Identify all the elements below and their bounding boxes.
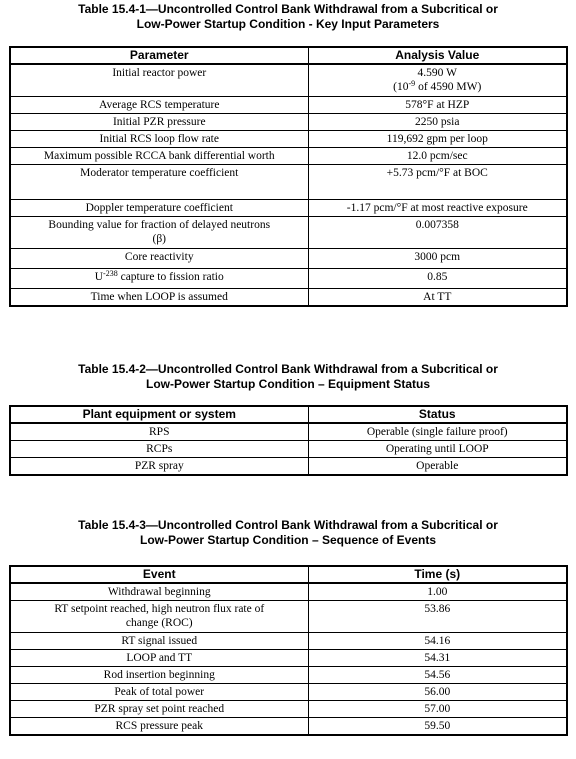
table2-equipment-cell: PZR spray — [10, 458, 308, 476]
table-row — [10, 458, 567, 476]
table-row — [10, 650, 567, 667]
table1-param-cell — [10, 268, 308, 288]
table1-value-cell: 119,692 gpm per loop — [308, 130, 567, 147]
table-row — [10, 667, 567, 684]
table3-event-cell: Withdrawal beginning — [10, 583, 308, 601]
table3-time-cell: 54.31 — [308, 650, 567, 667]
table1-param-cell: Core reactivity — [10, 248, 308, 268]
table1-value-cell: At TT — [308, 288, 567, 306]
table-row — [10, 583, 567, 601]
table1-param-cell: Doppler temperature coefficient — [10, 199, 308, 216]
table1-value-cell: 578°F at HZP — [308, 96, 567, 113]
table2-header-status: Status — [308, 406, 567, 423]
table1-caption — [0, 2, 576, 32]
table1-value-cell — [308, 64, 567, 96]
table1-value-cell: 0.85 — [308, 268, 567, 288]
table1-header-row — [10, 47, 567, 64]
table1-param-cell: Maximum possible RCCA bank differential worth — [10, 147, 308, 164]
param-line2: (β) — [152, 232, 166, 245]
table-row — [10, 164, 567, 199]
value-line2 — [312, 80, 564, 94]
table1-param-cell: Moderator temperature coefficient — [10, 164, 308, 199]
table1-value-cell: 12.0 pcm/sec — [308, 147, 567, 164]
table2-caption — [0, 362, 576, 392]
param-superscript: -238 — [103, 268, 118, 278]
value-line2-exponent: -9 — [408, 79, 416, 88]
table3-event-cell: Rod insertion beginning — [10, 667, 308, 684]
table2-caption-line2: Low-Power Startup Condition – Equipment Status — [146, 377, 430, 391]
value-line1: 4.590 W — [417, 67, 457, 79]
table2-status-cell: Operable — [308, 458, 567, 476]
value-line2-suffix: of 4590 MW) — [415, 81, 482, 93]
table3-header-time: Time (s) — [308, 566, 567, 583]
table3-caption-line1: Table 15.4-3—Uncontrolled Control Bank Withdrawal from a Subcritical or — [78, 518, 498, 532]
table1-key-input-parameters — [9, 46, 568, 307]
table2-caption-line1: Table 15.4-2—Uncontrolled Control Bank Withdrawal from a Subcritical or — [78, 362, 498, 376]
table1-header-analysis-value: Analysis Value — [308, 47, 567, 64]
table-row — [10, 64, 567, 96]
table-row — [10, 248, 567, 268]
table1-value-cell: 2250 psia — [308, 113, 567, 130]
table3-time-cell: 56.00 — [308, 684, 567, 701]
table3-header-row — [10, 566, 567, 583]
table3-time-cell: 1.00 — [308, 583, 567, 601]
table2-status-cell: Operable (single failure proof) — [308, 423, 567, 441]
table2-header-equipment: Plant equipment or system — [10, 406, 308, 423]
table-row — [10, 216, 567, 248]
param-prefix: U — [94, 270, 104, 283]
table-row — [10, 130, 567, 147]
param-text: Initial reactor power — [112, 67, 207, 79]
table-row — [10, 423, 567, 441]
param-suffix: capture to fission ratio — [117, 270, 224, 283]
table1-value-cell: +5.73 pcm/°F at BOC — [308, 164, 567, 199]
table1-param-cell — [10, 216, 308, 248]
table1-param-cell: Average RCS temperature — [10, 96, 308, 113]
table-row — [10, 147, 567, 164]
table2-equipment-status — [9, 405, 568, 476]
table-row — [10, 96, 567, 113]
table2-equipment-cell: RPS — [10, 423, 308, 441]
table2-header-row — [10, 406, 567, 423]
table3-time-cell: 53.86 — [308, 601, 567, 633]
table-row — [10, 633, 567, 650]
table3-event-cell: RT signal issued — [10, 633, 308, 650]
table1-param-cell — [10, 64, 308, 96]
table3-event-cell: RCS pressure peak — [10, 718, 308, 736]
table3-header-event: Event — [10, 566, 308, 583]
table1-caption-line2: Low-Power Startup Condition - Key Input Parameters — [136, 17, 440, 31]
table3-event-cell: Peak of total power — [10, 684, 308, 701]
table3-sequence-of-events — [9, 565, 568, 736]
table-row — [10, 601, 567, 633]
table1-param-cell: Time when LOOP is assumed — [10, 288, 308, 306]
table1-param-cell: Initial PZR pressure — [10, 113, 308, 130]
table-row — [10, 113, 567, 130]
event-line2: change (ROC) — [125, 617, 193, 629]
table-row — [10, 199, 567, 216]
value-line2-prefix: (10 — [393, 81, 409, 93]
table3-time-cell: 59.50 — [308, 718, 567, 736]
table3-event-cell: LOOP and TT — [10, 650, 308, 667]
table-row — [10, 268, 567, 288]
table3-caption-line2: Low-Power Startup Condition – Sequence of Events — [139, 533, 437, 547]
table-row — [10, 701, 567, 718]
table1-caption-line1: Table 15.4-1—Uncontrolled Control Bank Withdrawal from a Subcritical or — [78, 2, 498, 16]
table2-status-cell: Operating until LOOP — [308, 441, 567, 458]
table3-event-cell: PZR spray set point reached — [10, 701, 308, 718]
param-line1: Bounding value for fraction of delayed neutrons — [48, 218, 271, 231]
table1-value-cell: -1.17 pcm/°F at most reactive exposure — [308, 199, 567, 216]
table-row — [10, 441, 567, 458]
table1-value-cell: 0.007358 — [308, 216, 567, 248]
table3-event-cell — [10, 601, 308, 633]
table3-time-cell: 57.00 — [308, 701, 567, 718]
table1-value-cell: 3000 pcm — [308, 248, 567, 268]
table-row — [10, 288, 567, 306]
event-line1: RT setpoint reached, high neutron flux rate of — [54, 603, 265, 615]
table-row — [10, 718, 567, 736]
table1-param-cell: Initial RCS loop flow rate — [10, 130, 308, 147]
table3-caption — [0, 518, 576, 548]
table-row — [10, 684, 567, 701]
table1-header-parameter: Parameter — [10, 47, 308, 64]
table3-time-cell: 54.16 — [308, 633, 567, 650]
table2-equipment-cell: RCPs — [10, 441, 308, 458]
table3-time-cell: 54.56 — [308, 667, 567, 684]
